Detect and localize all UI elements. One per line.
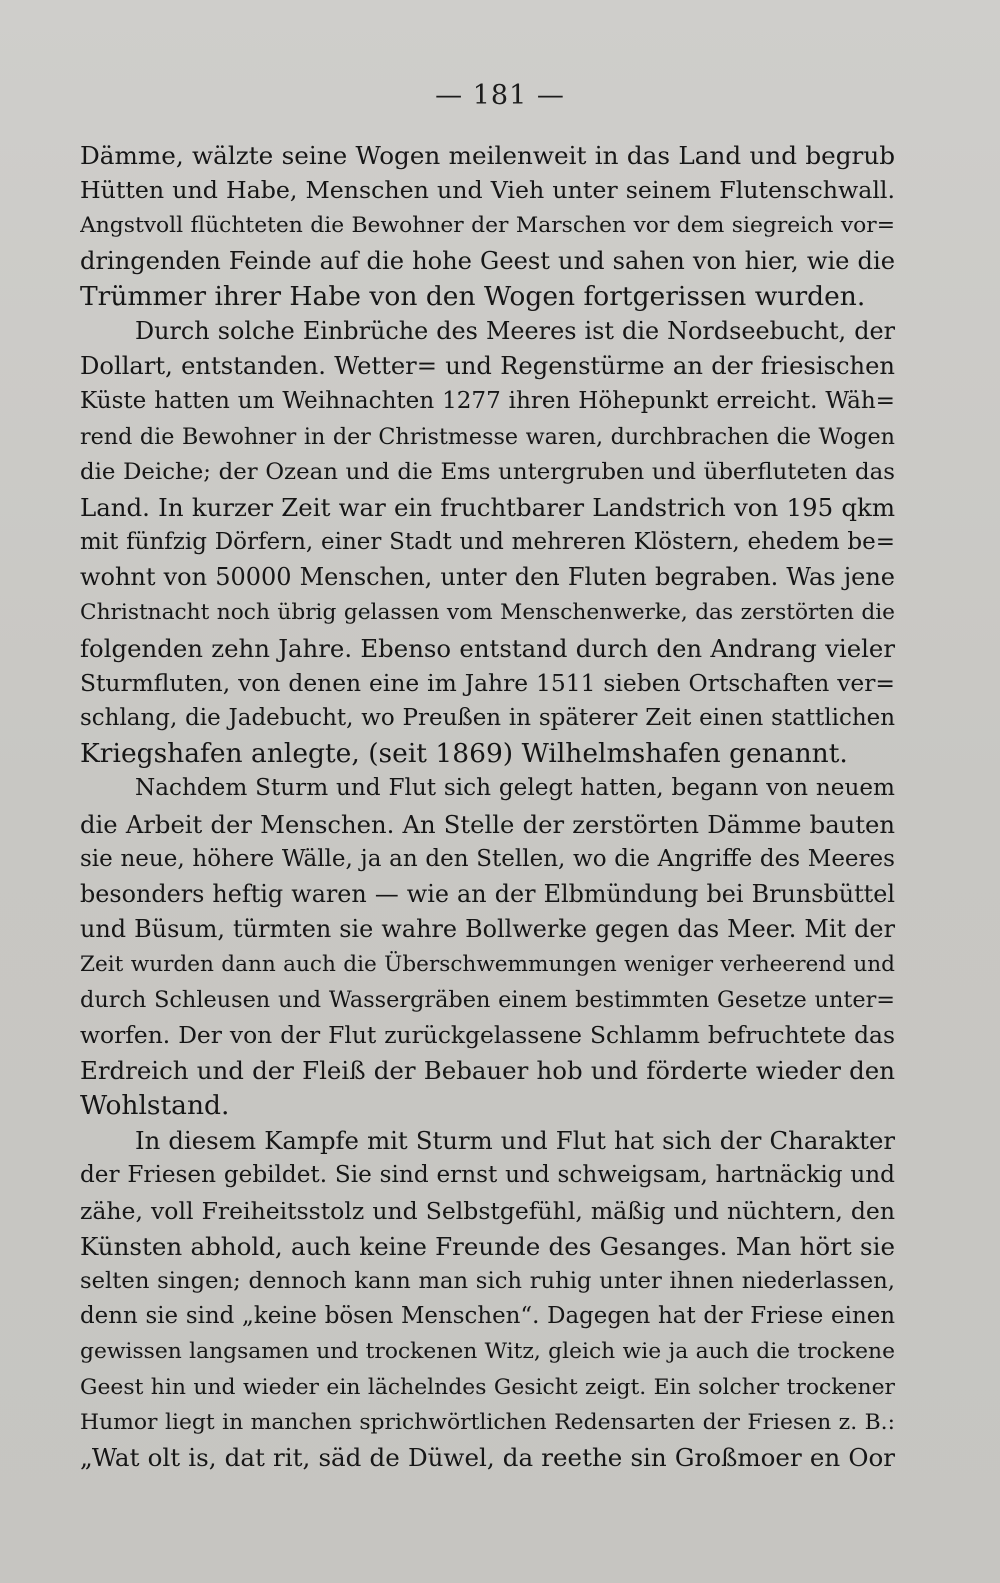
- text-line: Kriegshafen anlegte, (seit 1869) Wilhelmshafen genannt.: [80, 738, 848, 770]
- text-line: Erdreich und der Fleiß der Bebauer hob und förderte wieder den: [80, 1055, 895, 1085]
- text-line: besonders heftig waren — wie an der Elbmündung bei Brunsbüttel: [80, 879, 895, 908]
- text-line: rend die Bewohner in der Christmesse waren, durchbrachen die Wogen: [80, 423, 895, 450]
- text-line: Zeit wurden dann auch die Überschwemmungen weniger verheerend und: [80, 952, 895, 978]
- text-line: Wohlstand.: [80, 1090, 230, 1122]
- text-line: die Arbeit der Menschen. An Stelle der zerstörten Dämme bauten: [80, 809, 895, 839]
- text-line: die Deiche; der Ozean und die Ems untergruben und überfluteten das: [80, 458, 895, 485]
- text-line: wohnt von 50000 Menschen, unter den Fluten begraben. Was jene: [80, 563, 895, 592]
- text-line: „Wat olt is, dat rit, säd de Düwel, da reethe sin Großmoer en Oor: [80, 1442, 895, 1472]
- text-line: Humor liegt in manchen sprichwörtlichen Redensarten der Friesen z. B.:: [80, 1409, 895, 1435]
- text-line: folgenden zehn Jahre. Ebenso entstand durch den Andrang vieler: [80, 633, 895, 663]
- text-line: Hütten und Habe, Menschen und Vieh unter seinem Flutenschwall.: [80, 176, 895, 205]
- text-line: der Friesen gebildet. Sie sind ernst und schweigsam, hartnäckig und: [80, 1162, 895, 1189]
- text-line: In diesem Kampfe mit Sturm und Flut hat sich der Charakter: [135, 1126, 895, 1156]
- text-line: dringenden Feinde auf die hohe Geest und sahen von hier, wie die: [80, 246, 895, 275]
- text-line: schlang, die Jadebucht, wo Preußen in späterer Zeit einen stattlichen: [80, 705, 895, 731]
- text-line: Dollart, entstanden. Wetter= und Regenstürme an der friesischen: [80, 352, 895, 381]
- text-line: Dämme, wälzte seine Wogen meilenweit in das Land und begrub: [80, 141, 895, 170]
- text-line: zähe, voll Freiheitsstolz und Selbstgefühl, mäßig und nüchtern, den: [80, 1196, 895, 1225]
- text-line: Sturmfluten, von denen eine im Jahre 1511 sieben Ortschaften ver=: [80, 668, 895, 697]
- text-line: Angstvoll flüchteten die Bewohner der Marschen vor dem siegreich vor=: [80, 213, 895, 239]
- text-line: worfen. Der von der Flut zurückgelassene Schlamm befruchtete das: [80, 1020, 895, 1049]
- page-number: — 181 —: [435, 80, 565, 111]
- text-line: Künsten abhold, auch keine Freunde des Gesanges. Man hört sie: [80, 1231, 895, 1261]
- text-line: gewissen langsamen und trockenen Witz, gleich wie ja auch die trockene: [80, 1339, 895, 1365]
- text-line: selten singen; dennoch kann man sich ruhig unter ihnen niederlassen,: [80, 1268, 895, 1294]
- text-line: und Büsum, türmten sie wahre Bollwerke gegen das Meer. Mit der: [80, 915, 895, 944]
- text-line: sie neue, höhere Wälle, ja an den Stellen, wo die Angriffe des Meeres: [80, 845, 895, 872]
- text-line: Durch solche Einbrüche des Meeres ist die Nordseebucht, der: [135, 316, 895, 345]
- text-line: Land. In kurzer Zeit war ein fruchtbarer Landstrich von 195 qkm: [80, 492, 895, 522]
- text-line: Küste hatten um Weihnachten 1277 ihren Höhepunkt erreicht. Wäh=: [80, 388, 895, 415]
- text-line: Nachdem Sturm und Flut sich gelegt hatten, begann von neuem: [135, 775, 895, 802]
- text-line: durch Schleusen und Wassergräben einem bestimmten Gesetze unter=: [80, 986, 895, 1013]
- text-line: mit fünfzig Dörfern, einer Stadt und mehreren Klöstern, ehedem be=: [80, 529, 895, 556]
- text-line: Christnacht noch übrig gelassen vom Menschenwerke, das zerstörten die: [80, 600, 895, 626]
- body-text: [80, 138, 895, 1475]
- text-line: Geest hin und wieder ein lächelndes Gesicht zeigt. Ein solcher trockener: [80, 1374, 895, 1400]
- text-line: denn sie sind „keine bösen Menschen“. Dagegen hat der Friese einen: [80, 1303, 895, 1330]
- text-line: Trümmer ihrer Habe von den Wogen fortgerissen wurden.: [80, 280, 866, 312]
